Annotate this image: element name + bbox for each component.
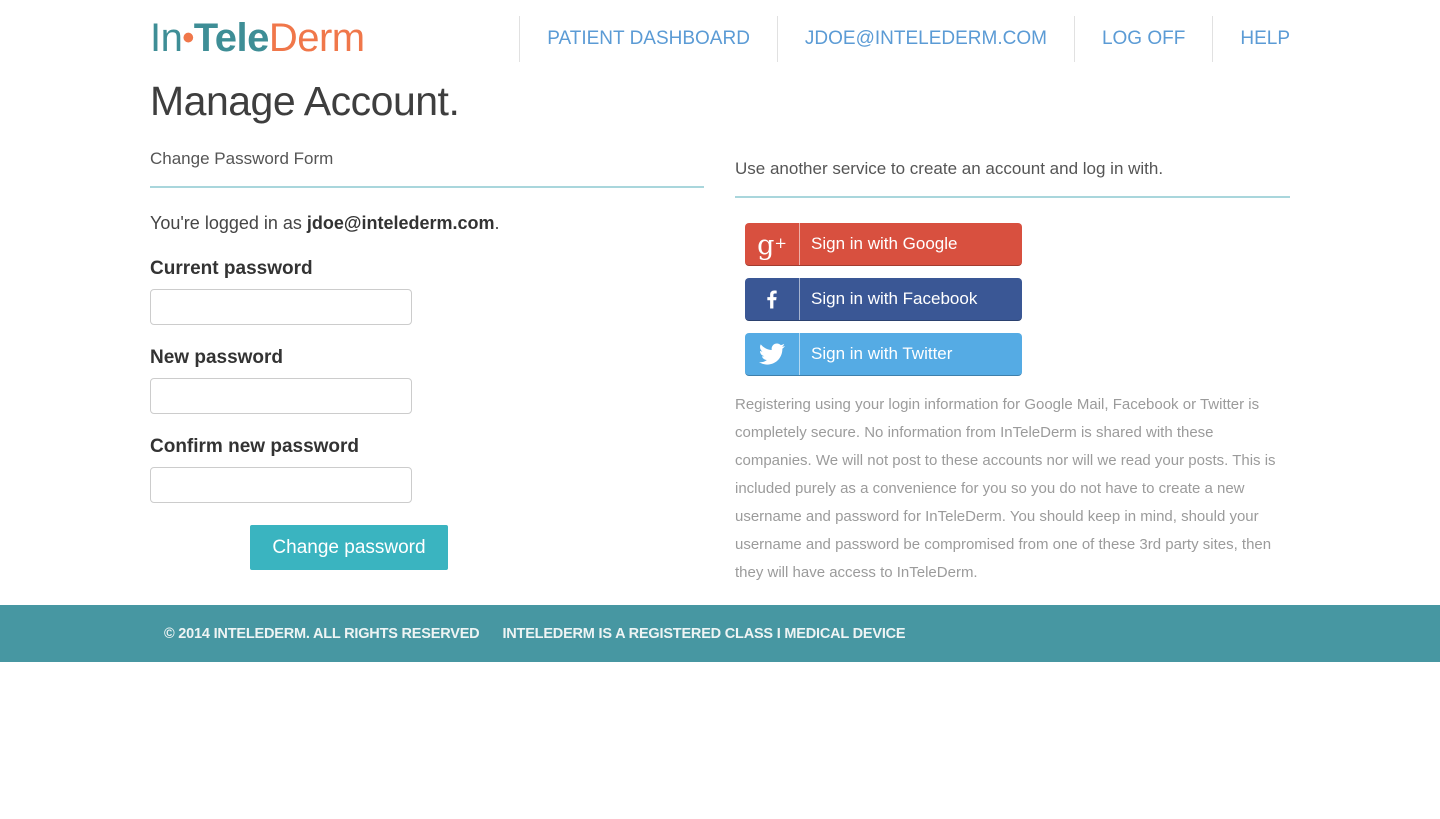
change-password-column [150,78,704,570]
social-disclaimer-text: Registering using your login information for Google Mail, Facebook or Twitter is completely secure. No information from InTeleDerm is shared with these companies. We will not post to these accounts nor will we read your posts. This is included purely as a convenience for you so you do not have to create a new username and password for InTeleDerm. You should keep in mind, should your username and password be compromised from one of these 3rd party sites, then they will have access to InTeleDerm. [735,396,1276,581]
nav-patient-dashboard[interactable]: PATIENT DASHBOARD [519,16,777,62]
social-login-column [735,78,1290,587]
logo-text-in: In [150,16,183,60]
right-section-divider [735,196,1290,198]
social-buttons [745,223,1290,376]
change-password-form [150,258,704,570]
nav-help[interactable]: HELP [1212,16,1290,62]
facebook-button-label: Sign in with Facebook [811,289,978,308]
logged-in-email: jdoe@intelederm.com [306,213,495,233]
inteleederm-logo[interactable] [150,12,365,64]
twitter-button-label: Sign in with Twitter [811,344,953,363]
change-password-heading: Change Password Form [150,149,334,168]
nav-account-email[interactable]: JDOE@INTELEDERM.COM [777,16,1074,62]
change-password-button[interactable]: Change password [250,525,448,570]
facebook-icon [745,278,800,320]
confirm-password-input[interactable] [150,467,412,503]
logged-in-prefix: You're logged in as [150,213,307,233]
current-password-group [150,258,704,325]
page-footer [0,605,1440,662]
page-header [0,0,1440,64]
twitter-icon [745,333,800,375]
logo-dot-icon: • [182,19,194,57]
current-password-label: Current password [150,258,313,279]
logo-text-tele: Tele [193,16,269,60]
logged-in-suffix: . [494,213,500,233]
left-section-divider [150,186,704,188]
confirm-password-label: Confirm new password [150,436,360,457]
new-password-group [150,347,704,414]
social-section-heading: Use another service to create an account and log in with. [735,159,1164,178]
google-button-label: Sign in with Google [811,234,958,253]
google-plus-icon: g+ [745,223,800,265]
footer-copyright: © 2014 INTELEDERM. ALL RIGHTS RESERVED [164,625,480,642]
sign-in-with-facebook-button[interactable] [745,278,1022,321]
page-title: Manage Account. [150,78,460,124]
new-password-input[interactable] [150,378,412,414]
new-password-label: New password [150,347,284,368]
submit-row [150,525,704,570]
footer-medical-device-note: INTELEDERM IS A REGISTERED CLASS I MEDICAL DEVICE [502,625,906,642]
sign-in-with-twitter-button[interactable] [745,333,1022,376]
nav-log-off[interactable]: LOG OFF [1074,16,1212,62]
confirm-password-group [150,436,704,503]
top-nav [519,16,1290,62]
sign-in-with-google-button[interactable] [745,223,1022,266]
current-password-input[interactable] [150,289,412,325]
logo-text-derm: Derm [268,16,365,60]
logged-in-status [150,213,704,234]
main-content [0,78,1440,587]
